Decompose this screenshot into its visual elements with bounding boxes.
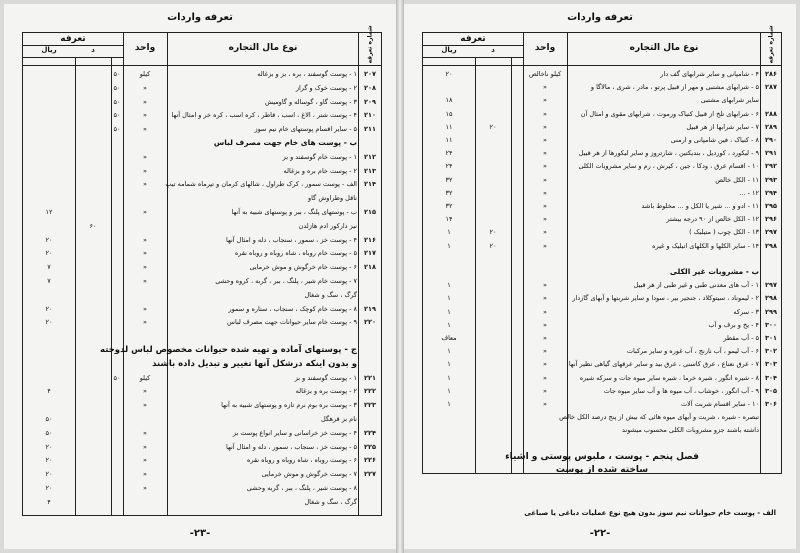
unit-cell: » [543, 307, 547, 316]
tariff-number: ۳۰۳ [765, 360, 777, 369]
unit-cell: » [543, 188, 547, 197]
tariff-number: ۲۹۸ [765, 294, 777, 303]
table-row [23, 274, 381, 288]
unit-cell: » [143, 401, 147, 410]
table-row [23, 219, 381, 233]
table-row [23, 122, 381, 136]
rial-cell: ۱ [447, 360, 451, 369]
table-row [23, 440, 381, 454]
tariff-number: ۲۹۹ [765, 307, 777, 316]
item-description: ۱۱ - ادو و ... شیر یا الکل و ... مخلوط باشد [641, 202, 759, 210]
item-description: ۲ - لیموناد ، سیتوکلاد ، جنجیر بیر ، سودا و سایر شربتها و آبهای گازدار [572, 294, 759, 303]
unit-cell: » [143, 111, 147, 120]
unit-cell: » [143, 442, 147, 451]
unit-cell: » [543, 241, 547, 250]
tariff-number: ۳۰۴ [765, 373, 777, 382]
tariff-number: ۲۸۹ [765, 122, 777, 131]
dinar-cell: ۲۰ [489, 241, 497, 250]
tariff-number: ۲۱۵ [364, 208, 376, 216]
table-row [423, 397, 781, 411]
item-description: ۴ - پوست شتر ، الاغ ، اسب ، قاطر ، کره اسب ، کره خر و امثال آنها [171, 111, 357, 120]
unit-cell: » [143, 263, 147, 272]
table-row [23, 95, 381, 109]
tariff-number: ۲۱۸ [364, 263, 376, 272]
table-row [423, 291, 781, 305]
table-row [423, 318, 781, 332]
table-row [423, 146, 781, 160]
table-row [423, 93, 781, 107]
table-row [23, 164, 381, 178]
unit-cell: » [143, 235, 147, 244]
unit-cell: » [143, 456, 147, 465]
tariff-number: ۲۲۲ [364, 387, 376, 396]
rial-cell: ۱ [447, 307, 451, 316]
rial-cell: ۲۴ [445, 149, 453, 158]
item-description: گرگ ، سگ و شغال [304, 497, 357, 506]
table-row [23, 467, 381, 481]
item-description: ۶ - شرابهای تلخ از قبیل کنیاک ورموت ، شرابهای مقوی و امثال آن [580, 109, 759, 118]
item-description: ۲ - پوست بره و بزغاله [295, 387, 357, 396]
unit-cell: » [543, 202, 547, 210]
item-description: سایر شرابهای مشتبی [700, 96, 759, 105]
rial-cell: ۳۲ [445, 175, 453, 184]
unit-cell: کیلو [139, 70, 151, 78]
item-description: ۱ - پوست گوسفند و بز [294, 373, 357, 382]
unit-cell: » [143, 304, 147, 313]
table-row [23, 426, 381, 440]
rial-cell: ۳۲ [445, 202, 453, 210]
tariff-number: ۲۹۰ [765, 136, 777, 144]
item-description: ۹ - پوست خام سایر حیوانات جهت مصرف لباس [227, 318, 357, 327]
item-description: ۳ - پوست بره بوم نرم تازه و پوستهای شبیه به آنها [221, 401, 357, 410]
item-description: ۶ - پوست روباه ، شاه روباه و روباه نقره [246, 456, 357, 465]
item-description: داشته باشند جزو مشروبات الکلی محسوب میشوند [622, 426, 759, 435]
tariff-number: ۲۹۲ [765, 162, 777, 171]
table-row [423, 357, 781, 371]
table-row [423, 186, 781, 200]
tariff-number: ۲۹۵ [765, 202, 777, 210]
unit-cell: » [543, 149, 547, 158]
table-row [23, 205, 381, 219]
header-divider [423, 57, 523, 58]
tariff-number: ۲۹۶ [765, 215, 777, 224]
rial-cell: ۱۱ [445, 136, 453, 144]
tariff-number: ۲۸۶ [765, 70, 777, 78]
item-description: ۴ - شامپانی و سایر شرابهای گف دار [660, 70, 759, 78]
unit-cell: » [143, 97, 147, 106]
header-number: شماره تعرفه [767, 25, 775, 64]
header-rial: ریال [41, 46, 57, 54]
section-heading-row [423, 463, 781, 477]
rial-cell: ۲۰ [45, 456, 53, 465]
table-row [423, 384, 781, 398]
unit-cell: » [543, 83, 547, 92]
rial-cell: ۱ [447, 373, 451, 382]
item-description: ب - پوست های خام جهت مصرف لباس [213, 138, 357, 147]
table-row [23, 233, 381, 247]
rial-cell: ۱۸ [445, 96, 453, 105]
table-row [23, 81, 381, 95]
rial-cell: ۱ [447, 294, 451, 303]
item-description: ساخته شده از پوست [555, 465, 649, 475]
tariff-number: ۲۹۷ [765, 281, 777, 290]
header-description: نوع مال التجاره [629, 43, 699, 53]
unit-cell: » [143, 277, 147, 285]
item-description: ۵ - شرابهای مشتبی و مهر از قبیل پرتو ، مادر ، شری ، مالاگا و [590, 83, 759, 92]
item-description: ۵ - آب مقطر [723, 334, 759, 342]
rial-cell: ۲۰ [45, 484, 53, 492]
item-description: و بدون اینکه درشکل آنها تغییر و تبدیل داده باشند [152, 358, 357, 369]
unit-cell: » [543, 175, 547, 184]
section-heading-row [423, 450, 781, 464]
item-description: ۷ - پوست خام شیر ، پلنگ ، ببر ، گربه ، کروه وحشی [215, 277, 357, 285]
rial-cell: ۲۴ [445, 162, 453, 171]
tariff-number: ۲۱۱ [364, 125, 376, 134]
header-divider [23, 57, 123, 58]
dinar-cell: ۶۰ [89, 221, 97, 230]
item-description: فصل پنجم - پوست ، ملبوس پوستی و اشیاء [505, 451, 699, 462]
section-heading-row [23, 357, 381, 371]
table-row [423, 133, 781, 147]
unit-cell: » [543, 96, 547, 105]
rial-cell: ۴ [47, 497, 51, 506]
section-heading-row [23, 343, 381, 357]
table-row [423, 252, 781, 266]
table-row [423, 173, 781, 187]
table-row [23, 315, 381, 329]
header-unit: واحد [534, 43, 556, 53]
table-row [423, 120, 781, 134]
unit-cell: » [543, 360, 547, 369]
header-dinar: د [491, 46, 495, 54]
table-row [23, 453, 381, 467]
item-description: ۸ - کنیاک ، فین شامپانی و ارمنی [670, 136, 759, 144]
table-row [23, 108, 381, 122]
unit-cell: » [143, 125, 147, 134]
rial-cell: ۱۱ [445, 122, 453, 131]
unit-cell: » [543, 215, 547, 224]
table-row [423, 67, 781, 81]
unit-cell: » [543, 400, 547, 408]
tariff-number: ۳۰۰ [765, 320, 777, 329]
rial-cell: ۷ [47, 277, 51, 285]
table-row [423, 371, 781, 385]
item-description: ۱۳ - الکل چوب ( متیلیک ) [689, 228, 759, 237]
tariff-number: ۲۱۷ [364, 249, 376, 258]
table-row [23, 302, 381, 316]
tariff-number: ۲۲۶ [364, 456, 376, 465]
tariff-number: ۲۱۹ [364, 304, 376, 313]
table-row [23, 384, 381, 398]
unit-cell: » [143, 428, 147, 437]
tariff-cell: ۵۰ [113, 70, 121, 78]
item-description: ۸ - شیره انگور ، شیره خرما ، شیره سایر میوه جات و سرکه شیره [579, 373, 759, 382]
header-bottom-rule [423, 65, 781, 66]
item-description: ۱۴ - سایر الکلها و الکلهای اتیلیک و غیره [652, 241, 759, 250]
unit-cell: » [543, 122, 547, 131]
item-description: ۳ - پوست گاو ، گوساله و گاومیش [264, 97, 357, 106]
table-row [423, 437, 781, 451]
item-description: نام بز قرهگل [321, 415, 357, 423]
book-gutter [396, 0, 404, 553]
table-row [23, 150, 381, 164]
table-row [23, 398, 381, 412]
tariff-number: ۲۰۸ [364, 83, 376, 92]
rial-cell: ۱ [447, 241, 451, 250]
table-row [423, 80, 781, 94]
right-page [404, 4, 796, 549]
table-row [23, 412, 381, 426]
tariff-number: ۲۹۳ [765, 175, 777, 184]
header-rial: ریال [441, 46, 457, 54]
item-description: ۷ - پوست خرگوش و موش خرمایی [261, 470, 357, 479]
tariff-number: ۳۰۲ [765, 347, 777, 356]
page-number: -۲۳- [189, 528, 211, 539]
tariff-number: ۲۲۳ [364, 401, 376, 410]
item-description: ۷ - سایر شرابها از هر قبیل [686, 122, 759, 131]
item-description: ۱۰ - سایر اقسام شربت آلات [680, 400, 759, 408]
item-description: ۲ - پوست خوک و گراز [295, 83, 357, 92]
header-description: نوع مال التجاره [228, 43, 298, 53]
tariff-number: ۲۹۸ [765, 241, 777, 250]
tariff-cell: ۵۰ [113, 111, 121, 120]
unit-cell: » [543, 386, 547, 395]
tariff-cell: ۵۰ [113, 125, 121, 134]
tariff-number: ۲۲۰ [364, 318, 376, 327]
item-description: ۱۲ - ... [739, 188, 759, 197]
tariff-number: ۲۲۵ [364, 442, 376, 451]
item-description: ۲ - پوست خام بره و بزغاله [283, 166, 357, 175]
item-description: ۱۱ - الکل خالص [715, 175, 759, 184]
unit-cell: » [543, 109, 547, 118]
item-description: ناقل وطراوش گاو [308, 194, 357, 203]
table-row [23, 246, 381, 260]
unit-cell: » [143, 166, 147, 175]
item-description: ب - مشروبات غیر الکلی [669, 267, 759, 276]
rial-cell: ۱ [447, 347, 451, 356]
rial-cell: ۲۰ [45, 304, 53, 313]
running-title: تعرفه واردات [567, 12, 633, 23]
tariff-table [22, 25, 382, 516]
rial-cell: ۲۰ [445, 70, 453, 78]
item-description: ۱۰ - اقسام عرق ، ودکا ، جین ، کیرش ، رم و سایر مشروبات الکلی [578, 162, 759, 171]
table-row [23, 288, 381, 302]
header-unit: واحد [134, 43, 156, 53]
unit-cell: » [543, 228, 547, 237]
rial-cell: ۱ [447, 400, 451, 408]
table-row [23, 191, 381, 205]
header-tariff: تعرفه [460, 34, 486, 44]
tariff-number: ۲۱۳ [364, 166, 376, 175]
unit-cell: » [543, 281, 547, 290]
tariff-number: ۲۱۲ [364, 152, 376, 161]
unit-cell: » [543, 334, 547, 342]
rial-cell: ۵۰ [45, 415, 53, 423]
item-description: ۶ - پوست خام خرگوش و موش خرمایی [249, 263, 357, 272]
tariff-cell: ۵۰ [113, 373, 121, 382]
item-description: ۵ - پوست خام روباه ، شاه روباه و روباه نقره [234, 249, 357, 258]
item-description: ۸ - پوست خام کوچک ، سنجاب ، ستاره و سمور [228, 304, 357, 313]
rial-cell: ۲۰ [45, 442, 53, 451]
table-row [423, 159, 781, 173]
rial-cell: ۱ [447, 386, 451, 395]
tariff-number: ۲۲۱ [364, 373, 376, 382]
rial-cell: ۴ [47, 387, 51, 396]
tariff-number: ۲۱۰ [364, 111, 376, 120]
page-number: -۲۲- [589, 528, 611, 539]
rial-cell: ۱ [447, 228, 451, 237]
unit-cell: » [543, 320, 547, 329]
item-description: ۵ - سایر اقسام پوستهای خام نیم سوز [254, 125, 357, 134]
table-row [423, 278, 781, 292]
rial-cell: ۱ [447, 281, 451, 290]
item-description: ۸ - پوست شیر ، پلنگ ، ببر ، گربه وحشی [246, 484, 357, 492]
item-description: ۹ - لیکورد ، کوردیل ، بندیکتین ، شارتروز و سایر لیکورها از هر قبیل [578, 149, 759, 158]
tariff-number: ۲۲۴ [364, 428, 376, 437]
unit-cell: » [143, 249, 147, 258]
unit-cell: » [143, 208, 147, 216]
tariff-number: ۲۰۷ [364, 70, 376, 78]
item-description: نیز دارکور ادم هازلدن [298, 221, 357, 230]
item-description: ۴ - پوست خز ، سمور ، سنجاب ، دله و امثال آنها [226, 235, 357, 244]
item-description: ۴ - پوست خز خراسانی و سایر انواع پوست بز [232, 428, 357, 437]
rial-cell: ۲۰ [45, 249, 53, 258]
rial-cell: ۵۰ [45, 428, 53, 437]
rial-cell: ۱۲ [45, 208, 53, 216]
unit-cell: » [543, 347, 547, 356]
tariff-number: ۲۸۸ [765, 109, 777, 118]
item-description: ۶ - آب لیمو ، آب نارنج ، آب غوره و سایر مرکبات [626, 347, 759, 356]
item-description: ۱۲ - الکل خالص از ۹۰ درجه بیشتر [666, 215, 759, 224]
section-heading-row [23, 136, 381, 150]
section-heading-row [423, 265, 781, 279]
header-number: شماره تعرفه [366, 25, 374, 64]
unit-cell: » [543, 136, 547, 144]
item-description: ب - پوستهای پلنگ ، ببر و پوستهای شبیه به آنها [231, 208, 357, 216]
table-row [423, 423, 781, 437]
unit-cell: کیلو ناخالص [528, 70, 562, 78]
table-row [23, 260, 381, 274]
table-row [423, 331, 781, 345]
running-title: تعرفه واردات [167, 12, 233, 23]
table-row [423, 107, 781, 121]
tariff-number: ۲۰۹ [364, 97, 376, 106]
table-row [23, 481, 381, 495]
table-row [23, 177, 381, 191]
table-row [23, 329, 381, 343]
rial-cell: ۲۰ [45, 470, 53, 479]
rial-cell: ۲۰ [45, 235, 53, 244]
table-row [423, 410, 781, 424]
tariff-cell: ۵۰ [113, 97, 121, 106]
unit-cell: » [543, 373, 547, 382]
rial-cell: معاف [441, 334, 457, 342]
item-description: ۱ - پوست گوسفند ، بره ، بز و بزغاله [257, 70, 357, 78]
item-description: ۵ - پوست خز ، سنجاب ، سمور ، دله و امثال آنها [226, 442, 357, 451]
tariff-number: ۲۸۷ [765, 83, 777, 92]
item-description: تبصره - شیره ، شربت و آبهای میوه هائی که بیش از پنج درصد الکل خالص [559, 413, 759, 422]
rial-cell: ۱۵ [445, 109, 453, 118]
table-row [423, 199, 781, 213]
unit-cell: » [543, 162, 547, 171]
unit-cell: » [143, 470, 147, 479]
rial-cell: ۳۲ [445, 188, 453, 197]
item-description: الف - پوست سمور ، کرک طراول ، شالهای کرمان و تیرماه شمامه تیپ [165, 180, 357, 189]
table-row [23, 371, 381, 385]
tariff-number: ۲۹۴ [765, 188, 777, 197]
header-tariff: تعرفه [60, 34, 86, 44]
tariff-number: ۳۰۶ [765, 400, 777, 408]
table-row [423, 212, 781, 226]
header-dinar: د [91, 46, 95, 54]
unit-cell: » [143, 387, 147, 396]
unit-cell: » [143, 318, 147, 327]
tariff-number: ۲۱۶ [364, 235, 376, 244]
table-row [423, 344, 781, 358]
unit-cell: » [143, 152, 147, 161]
table-row [23, 495, 381, 509]
dinar-cell: ۲۰ [489, 122, 497, 131]
table-row [423, 305, 781, 319]
item-description: ج - پوستهای آماده و تهیه شده حیوانات مخصوص لباس لدوخته [100, 345, 357, 355]
section-intro-text: الف - پوست خام حیوانات نیم سوز بدون هیچ نوع عملیات دباغی یا صباغی [524, 509, 776, 517]
tariff-number: ۲۲۷ [364, 470, 376, 479]
left-page [4, 4, 396, 549]
tariff-number: ۲۹۱ [765, 149, 777, 158]
unit-cell: » [143, 484, 147, 492]
unit-cell: » [143, 83, 147, 92]
dinar-cell: ۲۰ [489, 228, 497, 237]
tariff-number: ۳۰۱ [765, 334, 777, 342]
item-description: ۹ - آب انگور ، خوشاب ، آب میوه ها و آب سایر میوه جات [603, 386, 759, 395]
rial-cell: ۱ [447, 320, 451, 329]
item-description: ۴ - یخ و برف و آب [708, 320, 759, 329]
item-description: ۷ - عرق نعناع ، عرق کاسنی ، عرق بید و سایر عرقهای گیاهی نظیر آنها [568, 360, 759, 369]
table-row [423, 239, 781, 253]
item-description: گرگ ، سگ و شغال [304, 290, 357, 299]
unit-cell: » [143, 180, 147, 189]
table-row [23, 67, 381, 81]
tariff-number: ۲۱۴ [364, 180, 376, 189]
tariff-table [422, 25, 782, 475]
item-description: ۱ - آب های معدنی طبی و غیر طبی از هر قبیل [633, 281, 759, 290]
item-description: ۳ - سرکه [733, 307, 759, 316]
unit-cell: کیلو [139, 373, 151, 382]
tariff-number: ۳۰۵ [765, 386, 777, 395]
rial-cell: ۱۴ [445, 215, 453, 224]
tariff-cell: ۵۰ [113, 83, 121, 92]
header-bottom-rule [23, 65, 381, 66]
table-row [423, 225, 781, 239]
unit-cell: » [543, 294, 547, 303]
rial-cell: ۷ [47, 263, 51, 272]
tariff-number: ۲۹۷ [765, 228, 777, 237]
rial-cell: ۲۰ [45, 318, 53, 327]
item-description: ۱ - پوست خام گوسفند و بز [282, 152, 357, 161]
